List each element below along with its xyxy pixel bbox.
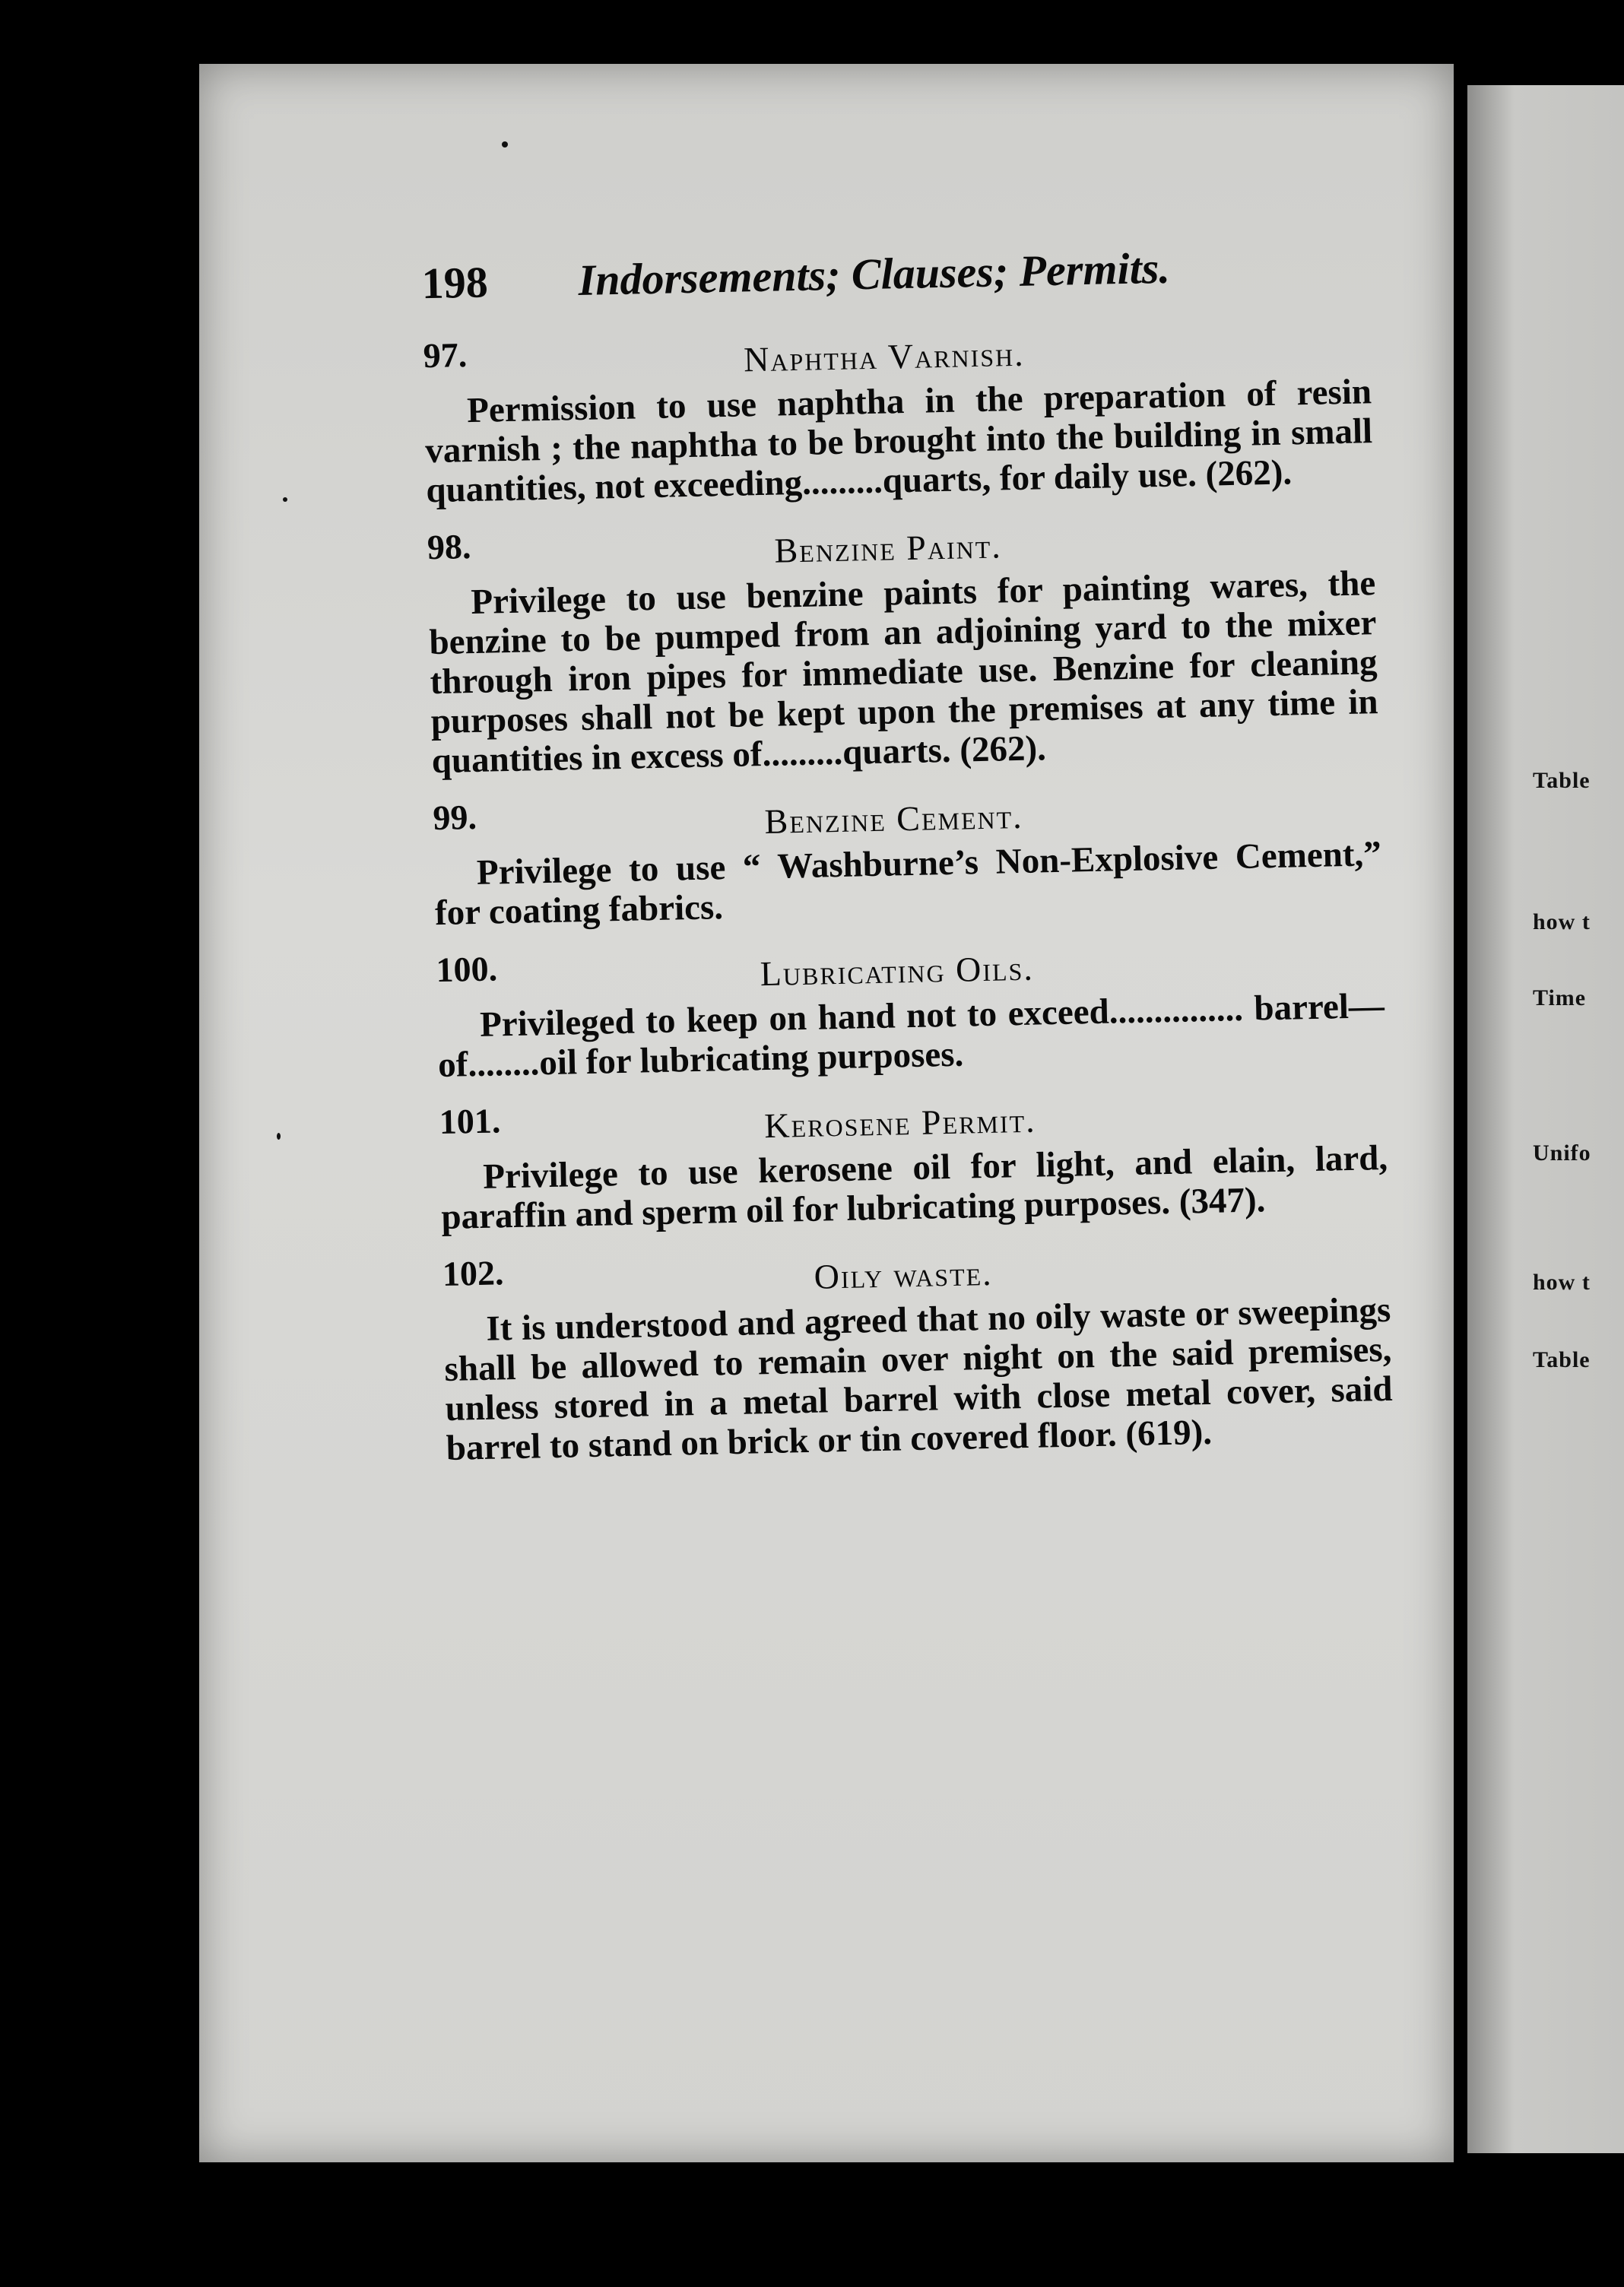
entry-title: Benzine Paint. [774, 526, 1003, 570]
entry-title: Kerosene Permit. [763, 1100, 1037, 1146]
adjacent-fragment: how t [1533, 909, 1591, 934]
ink-speck [277, 1133, 281, 1140]
entry-text: Privilege to use “ Washburne’s Non-Explosive Cement,” for coating fabrics. [434, 834, 1382, 934]
entry-title: Oily waste. [814, 1253, 994, 1296]
adjacent-fragment: Time [1533, 985, 1587, 1010]
entry-99 [407, 778, 1382, 934]
entry-101 [413, 1082, 1388, 1238]
entry-98 [401, 507, 1379, 782]
adjacent-fragment: Unifo [1533, 1140, 1591, 1166]
entry-title: Naphtha Varnish. [743, 334, 1026, 379]
entry-102 [416, 1234, 1394, 1469]
entry-text: It is understood and agreed that no oily waste or sweepings shall be allowed to remain over night on the said premises, unless stored in a metal barrel with close metal cover, said barrel to stand on brick or tin covered floor. (619). [444, 1289, 1393, 1468]
running-title: Indorsements; Clauses; Permits. [577, 243, 1171, 305]
entry-number: 98. [427, 527, 471, 567]
page-content [395, 238, 1394, 1468]
adjacent-fragment: how t [1533, 1270, 1591, 1295]
entry-text: Privileged to keep on hand not to exceed............... barrel—of........oil for lubricating purposes. [437, 985, 1385, 1086]
entry-title: Benzine Cement. [764, 796, 1024, 841]
entry-text: Privilege to use kerosene oil for light, and elain, lard, paraffin and sperm oil for lubricating purposes. (347). [440, 1137, 1388, 1238]
entry-number: 102. [442, 1253, 504, 1293]
entry-text: Privilege to use benzine paints for painting wares, the benzine to be pumped from an adjoining yard to the mixer through iron pipes for immediate use. Benzine for cleaning purposes shall not be kept upon the premises at any time in quantities in excess of.........quarts. (262). [429, 563, 1379, 782]
adjacent-fragment: Table [1533, 1347, 1591, 1372]
ink-speck [502, 141, 508, 147]
adjacent-fragment: Table [1533, 768, 1591, 793]
entry-number: 101. [439, 1101, 501, 1142]
entry-title: Lubricating Oils. [760, 948, 1035, 994]
page-number: 198 [421, 257, 489, 309]
entry-100 [410, 930, 1385, 1086]
entry-text: Permission to use naphtha in the preparation of resin varnish ; the naphtha to be brought into the building in small quantities, not exceeding.........quarts, for daily use. (262). [424, 372, 1373, 511]
ink-speck [283, 497, 287, 502]
entry-number: 97. [423, 335, 468, 376]
entry-number: 99. [432, 797, 477, 838]
entry-number: 100. [436, 949, 498, 990]
adjacent-page-edge [1467, 85, 1624, 2153]
entry-97 [397, 316, 1374, 511]
